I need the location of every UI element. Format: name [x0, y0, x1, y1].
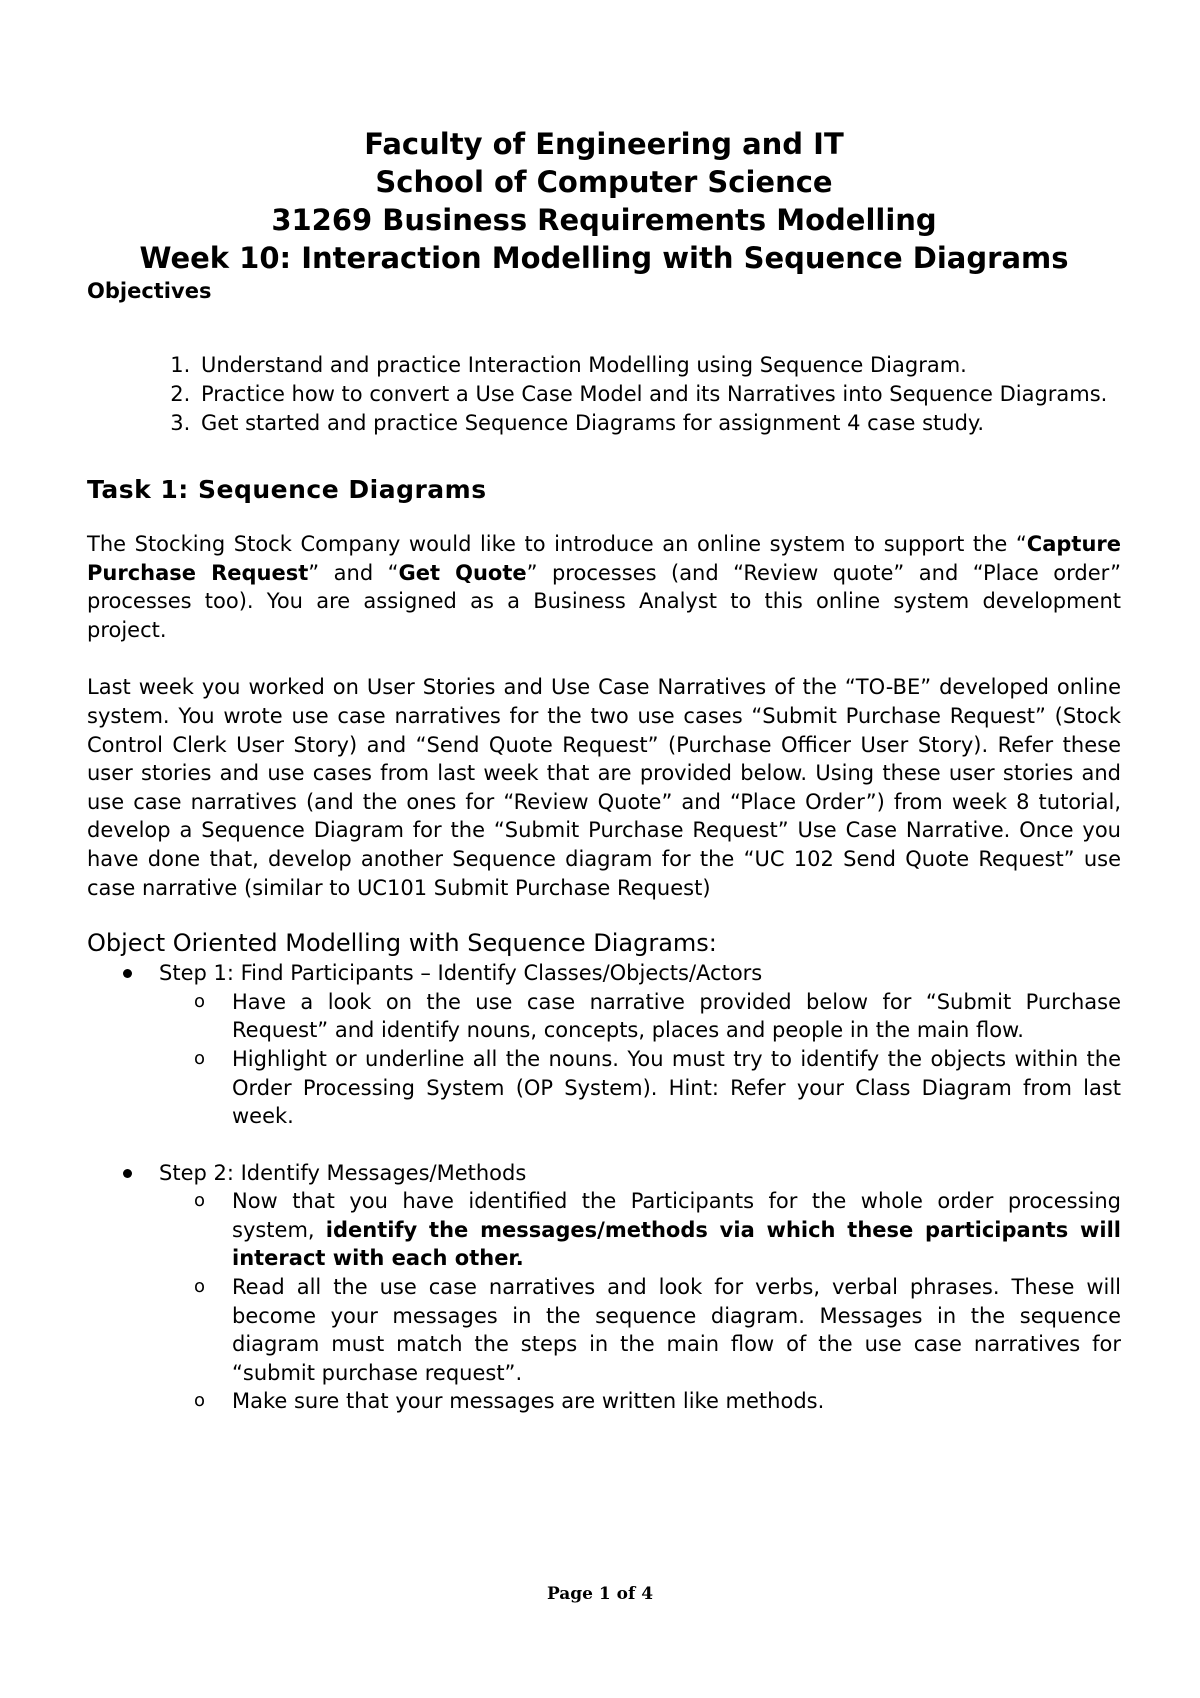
bullet-icon: [123, 969, 132, 978]
steps-list: [87, 959, 1121, 1416]
sub-item: [159, 1187, 1121, 1273]
sub-item-bold-text: identify the messages/methods via which these participants will interact with each other.: [232, 1217, 1121, 1271]
week-title: Week 10: Interaction Modelling with Sequence Diagrams: [139, 241, 1069, 275]
task-1-instructions-paragraph: Last week you worked on User Stories and Use Case Narratives of the “TO-BE” developed online system. You wrote use case narratives for the two use cases “Submit Purchase Request” (Stock Control Clerk User Story) and “Send Quote Request” (Purchase Officer User Story). Refer these user stories and use cases from last week that are provided below. Using these user stories and use case narratives (and the ones for “Review Quote” and “Place Order”) from week 8 tutorial, develop a Sequence Diagram for the “Submit Purchase Request” Use Case Narrative. Once you have done that, develop another Sequence diagram for the “UC 102 Send Quote Request” use case narrative (similar to UC101 Submit Purchase Request): [87, 675, 1121, 900]
step-2-item: [87, 1159, 1121, 1416]
sub-item-text: Have a look on the use case narrative provided below for “Submit Purchase Request” and identify nouns, concepts, places and people in the main flow.: [232, 989, 1121, 1043]
bold-process-name: Get Quote: [398, 560, 527, 585]
text-run: The Stocking Stock Company would like to introduce an online system to support the “: [87, 532, 1027, 556]
faculty-title: Faculty of Engineering and IT: [364, 127, 844, 161]
text-run: ” and “: [308, 560, 399, 585]
sub-item: [159, 1273, 1121, 1387]
task-1-intro-paragraph: [87, 530, 1121, 644]
page-content: [87, 125, 1121, 1416]
task-1-heading: Task 1: Sequence Diagrams: [87, 475, 487, 504]
page-number: Page 1 of 4: [546, 1584, 654, 1604]
text-run: ” processes (and “Review quote” and “Place order” processes too). You are assigned as a Business Analyst to this online system development project.: [87, 560, 1122, 642]
objective-item: 1. Understand and practice Interaction Modelling using Sequence Diagram.: [197, 351, 1121, 380]
circle-bullet-icon: o: [194, 1047, 206, 1069]
step-1-sublist: [159, 988, 1121, 1131]
school-title: School of Computer Science: [375, 165, 833, 199]
sub-item-text: Read all the use case narratives and look for verbs, verbal phrases. These will become your messages in the sequence diagram. Messages in the sequence diagram must match the steps in the main flow of the use case narratives for “submit purchase request”.: [232, 1275, 1121, 1385]
objectives-heading: Objectives: [87, 279, 212, 303]
sub-item-text: Highlight or underline all the nouns. You must try to identify the objects within the Order Processing System (OP System). Hint: Refer your Class Diagram from last week.: [232, 1046, 1121, 1129]
bold-process-name: Capture Purchase Request: [87, 532, 1121, 585]
sub-item: [159, 1387, 1121, 1416]
step-1-label: Step 1: Find Participants – Identify Classes/Objects/Actors: [159, 961, 763, 986]
step-2-label: Step 2: Identify Messages/Methods: [159, 1160, 527, 1185]
subject-title: 31269 Business Requirements Modelling: [271, 203, 937, 237]
step-2-sublist: [159, 1187, 1121, 1416]
oom-heading: Object Oriented Modelling with Sequence Diagrams:: [87, 929, 717, 958]
sub-item: [159, 988, 1121, 1045]
circle-bullet-icon: o: [194, 1190, 206, 1212]
objectives-list: [87, 351, 1121, 438]
bullet-icon: [123, 1169, 132, 1178]
sub-item-text: Make sure that your messages are written like methods.: [232, 1389, 825, 1414]
step-1-item: [87, 959, 1121, 1131]
document-header: [87, 125, 1121, 277]
objective-item: 3. Get started and practice Sequence Diagrams for assignment 4 case study.: [197, 409, 1121, 438]
circle-bullet-icon: o: [194, 1276, 206, 1298]
objective-item: 2. Practice how to convert a Use Case Model and its Narratives into Sequence Diagrams.: [197, 380, 1121, 409]
circle-bullet-icon: o: [194, 990, 206, 1012]
sub-item: [159, 1045, 1121, 1131]
circle-bullet-icon: o: [194, 1390, 206, 1412]
sub-item-text: Now that you have identified the Participants for the whole order processing system,: [232, 1189, 1121, 1242]
